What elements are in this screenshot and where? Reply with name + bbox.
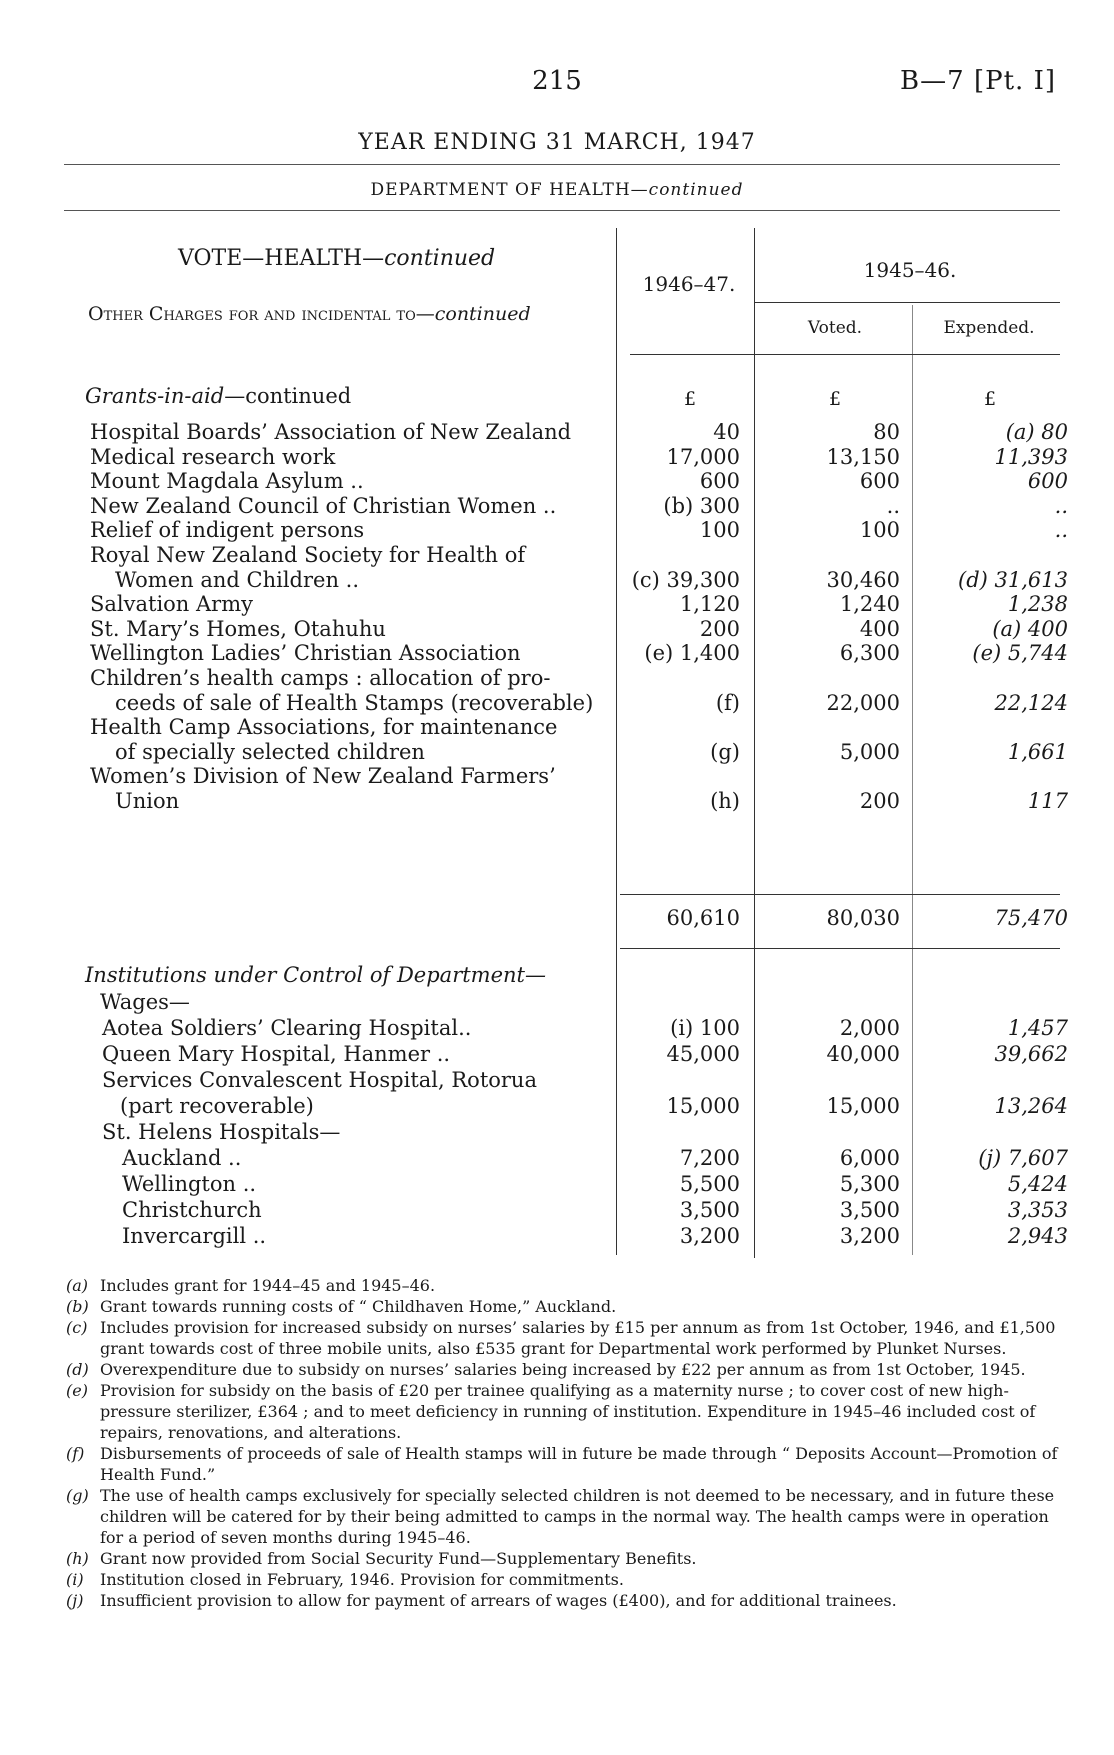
grants-suffix: —continued — [224, 384, 352, 408]
table-row — [0, 740, 1114, 767]
page-title: YEAR ENDING 31 MARCH, 1947 — [358, 130, 756, 155]
value-voted: 3,500 — [839, 1198, 900, 1222]
row-label: St. Mary’s Homes, Otahuhu — [90, 616, 386, 641]
row-label: of specially selected children — [115, 739, 425, 764]
value-voted: 200 — [859, 789, 900, 813]
value-1946-47: 15,000 — [666, 1094, 740, 1118]
value-1946-47: 7,200 — [679, 1146, 740, 1170]
value-1946-47: 1,120 — [679, 592, 740, 617]
table-row — [0, 789, 1114, 816]
table-row — [0, 1198, 1114, 1225]
footnote-key: (b) — [66, 1297, 89, 1316]
divider — [64, 210, 1060, 211]
value-1946-47: (e) 1,400 — [644, 641, 740, 666]
currency-voted: £ — [828, 388, 842, 410]
row-label: Auckland .. — [122, 1146, 242, 1170]
table-row — [0, 445, 1114, 472]
footnote-text: Disbursements of proceeds of sale of Health stamps will in future be made through “ Deposits Account—Promotion of Health Fund.” — [100, 1444, 1058, 1484]
footnote-key: (g) — [66, 1486, 89, 1505]
footnote-text: Includes provision for increased subsidy on nurses’ salaries by £15 per annum as from 1st October, 1946, and £1,500 grant towards cost of three mobile units, also £535 grant for Departmental work performed by Plunket Nurses. — [100, 1318, 1056, 1358]
footnote-text: Grant now provided from Social Security Fund—Supplementary Benefits. — [100, 1549, 697, 1568]
value-expended: 600 — [1027, 469, 1068, 494]
table-row — [0, 469, 1114, 496]
other-charges-heading — [88, 300, 608, 328]
value-voted: 400 — [859, 616, 900, 641]
department-suffix: continued — [648, 180, 744, 200]
footnote-key: (i) — [66, 1570, 84, 1589]
header-rule — [754, 302, 1060, 303]
value-voted: 80 — [873, 420, 900, 444]
row-label: Hospital Boards’ Association of New Zealand — [90, 420, 572, 444]
value-expended: 11,393 — [994, 444, 1068, 469]
value-expended: (a) 400 — [992, 616, 1068, 641]
header-rule — [630, 354, 1060, 355]
row-label: Women’s Division of New Zealand Farmers’ — [90, 764, 556, 789]
value-voted: 3,200 — [839, 1224, 900, 1248]
footnote-text: Provision for subsidy on the basis of £20 per trainee qualifying as a maternity nurse ; to cover cost of new high-pressure sterilizer, £364 ; and to meet deficiency in running of institution. Expenditure in 1945–46 included cost of repairs, renovations, and alterations. — [100, 1381, 1036, 1442]
footnote-text: Institution closed in February, 1946. Provision for commitments. — [100, 1570, 624, 1589]
value-expended: 2,943 — [1007, 1224, 1068, 1248]
value-voted: 22,000 — [826, 690, 900, 715]
vote-suffix: continued — [384, 246, 496, 271]
value-voted: 1,240 — [839, 592, 900, 617]
grants-label: Grants-in-aid — [85, 384, 225, 408]
footnote-text: Includes grant for 1944–45 and 1945–46. — [100, 1276, 436, 1295]
table-row — [0, 764, 1114, 791]
table-row — [0, 666, 1114, 693]
currency-expended: £ — [983, 388, 997, 410]
table-row — [0, 617, 1114, 644]
value-voted: 6,000 — [839, 1146, 900, 1170]
other-charges-label: Other Charges for and incidental to— — [88, 303, 435, 325]
footnote-text: Insufficient provision to allow for payment of arrears of wages (£400), and for additional trainees. — [100, 1591, 897, 1610]
value-expended: 117 — [1027, 789, 1068, 813]
footnote-key: (c) — [66, 1318, 88, 1337]
footnote-key: (d) — [66, 1360, 89, 1379]
table-row — [0, 1068, 1114, 1095]
value-1946-47: 100 — [699, 518, 740, 543]
subtotal-voted: 80,030 — [826, 906, 900, 930]
column-expended: Expended. — [943, 318, 1035, 338]
footnote — [66, 1443, 1066, 1485]
table-row — [0, 641, 1114, 668]
value-voted: 6,300 — [839, 641, 900, 666]
table-row — [0, 420, 1114, 447]
divider — [64, 164, 1060, 165]
row-label: Health Camp Associations, for maintenance — [90, 715, 558, 740]
footnote-text: The use of health camps exclusively for specially selected children is not deemed to be necessary, and in future these children will be catered for by their being admitted to camps in the normal way. The health camps were in operation for a period of seven months during 1945–46. — [100, 1486, 1055, 1547]
value-voted: 30,460 — [826, 567, 900, 592]
value-expended: .. — [1054, 493, 1068, 518]
value-1946-47: 40 — [713, 420, 740, 444]
footnote — [66, 1275, 1066, 1296]
footnote — [66, 1590, 1066, 1611]
value-voted: 15,000 — [826, 1094, 900, 1118]
value-expended: 3,353 — [1007, 1198, 1068, 1222]
table-row — [0, 1094, 1114, 1121]
other-charges-suffix: continued — [434, 303, 531, 325]
value-1946-47: 3,200 — [679, 1224, 740, 1248]
subtotal-row — [0, 906, 1114, 933]
value-1946-47: 5,500 — [679, 1172, 740, 1196]
footnote-key: (f) — [66, 1444, 85, 1463]
value-voted: 5,000 — [839, 739, 900, 764]
footnote — [66, 1548, 1066, 1569]
footnote-text: Overexpenditure due to subsidy on nurses’ salaries being increased by £22 per annum as from 1st October, 1945. — [100, 1360, 1026, 1379]
institutions-heading: Institutions under Control of Department— — [85, 963, 546, 987]
value-expended: (j) 7,607 — [978, 1146, 1068, 1170]
value-expended: 1,238 — [1007, 592, 1068, 617]
row-label: ceeds of sale of Health Stamps (recoverable) — [115, 690, 594, 715]
table-row — [0, 592, 1114, 619]
value-1946-47: 200 — [699, 616, 740, 641]
value-1946-47: 600 — [699, 469, 740, 494]
footnote — [66, 1317, 1066, 1359]
footnote — [66, 1569, 1066, 1590]
value-expended: 22,124 — [994, 690, 1068, 715]
row-label: Wellington Ladies’ Christian Association — [90, 641, 521, 666]
table-row — [0, 494, 1114, 521]
value-expended: 13,264 — [994, 1094, 1068, 1118]
value-expended: (d) 31,613 — [958, 567, 1068, 592]
footnote — [66, 1485, 1066, 1548]
value-1946-47: (h) — [710, 789, 740, 813]
footnote-key: (e) — [66, 1381, 88, 1400]
grants-heading — [85, 384, 351, 408]
footnote — [66, 1296, 1066, 1317]
row-label: Wellington .. — [122, 1172, 257, 1196]
row-label: (part recoverable) — [120, 1094, 314, 1118]
value-voted: 2,000 — [839, 1016, 900, 1040]
table-row — [0, 518, 1114, 545]
subtotal-rule — [620, 894, 1060, 895]
vote-heading — [178, 246, 495, 271]
table-row — [0, 715, 1114, 742]
value-1946-47: 17,000 — [666, 444, 740, 469]
footnotes — [66, 1275, 1066, 1611]
table-row — [0, 1172, 1114, 1199]
table-row — [0, 1016, 1114, 1043]
row-label: Mount Magdala Asylum .. — [90, 469, 364, 494]
table-row — [0, 1224, 1114, 1251]
row-label: Children’s health camps : allocation of pro- — [90, 666, 551, 690]
row-label: Salvation Army — [90, 592, 253, 617]
row-label: St. Helens Hospitals— — [102, 1120, 341, 1144]
table-row — [0, 1120, 1114, 1147]
value-expended: 5,424 — [1007, 1172, 1068, 1196]
row-label: Relief of indigent persons — [90, 518, 365, 543]
value-expended: (a) 80 — [1005, 420, 1068, 444]
value-expended: .. — [1054, 518, 1068, 543]
value-1946-47: (g) — [710, 739, 740, 764]
value-voted: .. — [886, 493, 900, 518]
row-label: Services Convalescent Hospital, Rotorua — [102, 1068, 537, 1092]
document-reference: B—7 [Pt. I] — [900, 66, 1056, 96]
subtotal-rule — [620, 948, 1060, 949]
row-label: Aotea Soldiers’ Clearing Hospital.. — [102, 1016, 472, 1040]
value-1946-47: (c) 39,300 — [631, 567, 740, 592]
value-1946-47: 3,500 — [679, 1198, 740, 1222]
value-voted: 13,150 — [826, 444, 900, 469]
footnote — [66, 1359, 1066, 1380]
value-expended: 39,662 — [994, 1042, 1068, 1066]
value-expended: 1,661 — [1007, 739, 1068, 764]
value-expended: 1,457 — [1007, 1016, 1068, 1040]
value-1946-47: (b) 300 — [663, 493, 740, 518]
table-row — [0, 691, 1114, 718]
value-voted: 600 — [859, 469, 900, 494]
department-heading — [0, 180, 1114, 200]
table-row — [0, 543, 1114, 570]
page-number: 215 — [532, 66, 582, 96]
wages-label: Wages— — [100, 990, 190, 1014]
footnote — [66, 1380, 1066, 1443]
table-row — [0, 1042, 1114, 1069]
table-row — [0, 568, 1114, 595]
column-1945-46: 1945–46. — [863, 258, 957, 282]
footnote-key: (j) — [66, 1591, 84, 1610]
value-expended: (e) 5,744 — [972, 641, 1068, 666]
value-1946-47: (i) 100 — [670, 1016, 740, 1040]
subtotal-expended: 75,470 — [994, 906, 1068, 930]
value-voted: 100 — [859, 518, 900, 543]
value-voted: 5,300 — [839, 1172, 900, 1196]
vote-label: VOTE—HEALTH— — [178, 246, 385, 271]
footnote-key: (a) — [66, 1276, 89, 1295]
column-1946-47: 1946–47. — [642, 272, 736, 296]
value-1946-47: 45,000 — [666, 1042, 740, 1066]
column-voted: Voted. — [807, 318, 863, 338]
row-label: Royal New Zealand Society for Health of — [90, 543, 526, 567]
currency-1946: £ — [683, 388, 697, 410]
row-label: Medical research work — [90, 444, 336, 469]
footnote-text: Grant towards running costs of “ Childhaven Home,” Auckland. — [100, 1297, 617, 1316]
value-voted: 40,000 — [826, 1042, 900, 1066]
value-1946-47: (f) — [715, 690, 740, 715]
subtotal-1946: 60,610 — [666, 906, 740, 930]
row-label: New Zealand Council of Christian Women .. — [90, 493, 557, 518]
footnote-key: (h) — [66, 1549, 89, 1568]
row-label: Christchurch — [122, 1198, 262, 1222]
department-name: DEPARTMENT OF HEALTH— — [370, 180, 649, 200]
row-label: Women and Children .. — [115, 567, 359, 592]
row-label: Queen Mary Hospital, Hanmer .. — [102, 1042, 451, 1066]
row-label: Union — [115, 789, 180, 813]
row-label: Invercargill .. — [122, 1224, 267, 1248]
table-row — [0, 1146, 1114, 1173]
